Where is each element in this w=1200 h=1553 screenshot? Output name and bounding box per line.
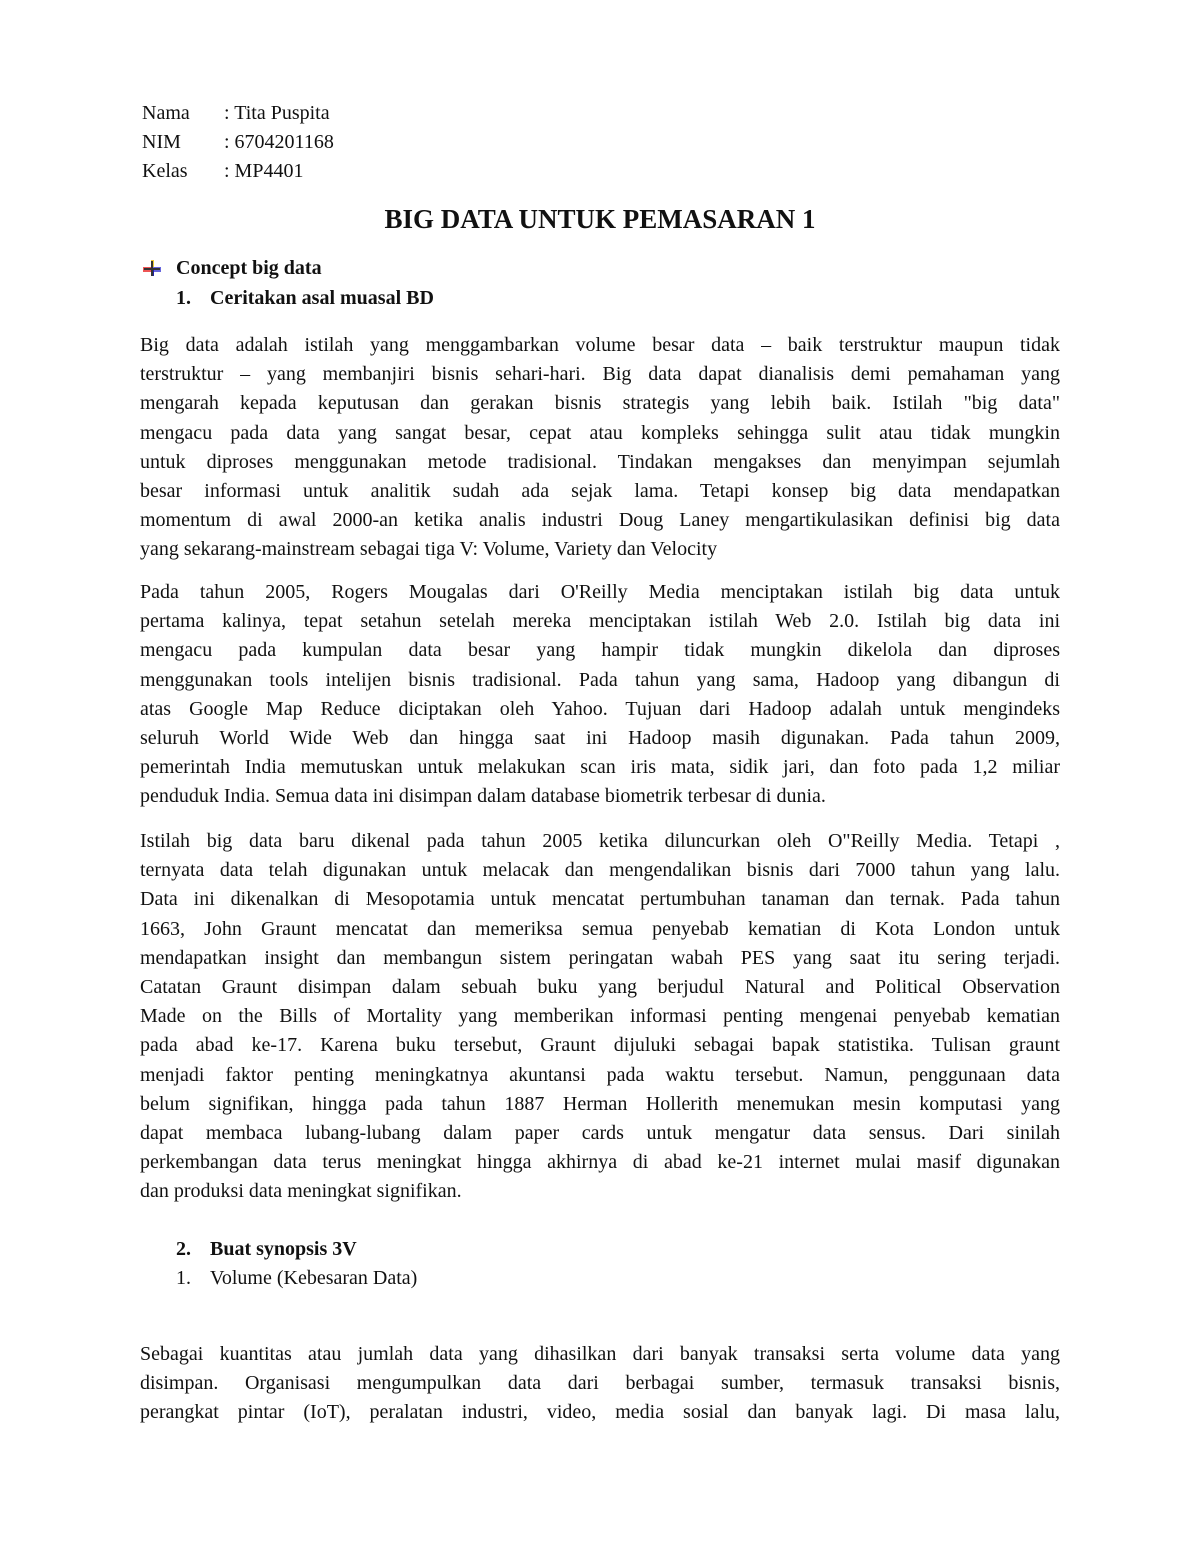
text-line-content: yang sekarang-mainstream sebagai tiga V: Volume, Variety dan Velocity: [140, 538, 718, 561]
paragraph-3: [140, 827, 1060, 1206]
text-line: [140, 827, 1060, 856]
text-line: [140, 578, 1060, 607]
text-line-content: untuk diproses menggunakan metode tradisional. Tindakan mengakses dan menyimpan sejumlah: [140, 450, 1060, 473]
text-line: [140, 973, 1060, 1002]
text-line: [140, 477, 1060, 506]
header-key: NIM: [142, 131, 181, 153]
text-line-content: mengacu pada data yang sangat besar, cepat atau kompleks sehingga sulit atau tidak mungkin: [140, 421, 1060, 444]
text-line-content: pemerintah India memutuskan untuk melakukan scan iris mata, sidik jari, dan foto pada 1,2 miliar: [140, 756, 1060, 779]
text-line: [140, 915, 1060, 944]
text-line-content: Pada tahun 2005, Rogers Mougalas dari O'Reilly Media menciptakan istilah big data untuk: [140, 581, 1060, 603]
text-line: [140, 419, 1060, 448]
text-line-content: perangkat pintar (IoT), peralatan industri, video, media sosial dan banyak lagi. Di masa lalu,: [140, 1401, 1060, 1424]
text-line-content: belum signifikan, hingga pada tahun 1887 Herman Hollerith menemukan mesin komputasi yang: [140, 1092, 1060, 1115]
text-line: [140, 724, 1060, 753]
question-number: 2.: [176, 1238, 191, 1260]
text-line: [140, 535, 1060, 564]
text-line: [140, 695, 1060, 724]
text-line: [140, 1090, 1060, 1119]
text-line: [140, 1119, 1060, 1148]
text-line: [140, 1340, 1060, 1369]
text-line: [140, 448, 1060, 477]
text-line-content: 1663, John Graunt mencatat dan memeriksa semua penyebab kematian di Kota London untuk: [140, 917, 1060, 940]
question-2-heading: [176, 1238, 357, 1261]
text-line-content: menjadi faktor penting meningkatnya akuntansi pada waktu tersebut. Namun, penggunaan data: [140, 1063, 1060, 1086]
text-line-content: besar informasi untuk analitik sudah ada sejak lama. Tetapi konsep big data mendapatkan: [140, 479, 1060, 502]
text-line: [140, 389, 1060, 418]
header-value: : MP4401: [224, 160, 304, 182]
text-line-content: terstruktur – yang membanjiri bisnis sehari-hari. Big data dapat dianalisis demi pemahaman yang: [140, 363, 1060, 386]
text-line: [140, 856, 1060, 885]
document-title: BIG DATA UNTUK PEMASARAN 1: [384, 204, 816, 234]
question-1-heading: [176, 287, 434, 310]
text-line-content: dapat membaca lubang-lubang dalam paper cards untuk mengatur data sensus. Dari sinilah: [140, 1121, 1060, 1144]
text-line: [140, 944, 1060, 973]
section-heading: [142, 257, 322, 280]
text-line: [140, 1002, 1060, 1031]
paragraph-4: [140, 1340, 1060, 1428]
text-line-content: penduduk India. Semua data ini disimpan dalam database biometrik terbesar di dunia.: [140, 785, 826, 808]
paragraph-2: [140, 578, 1060, 812]
text-line-content: Big data adalah istilah yang menggambarkan volume besar data – baik terstruktur maupun tidak: [140, 334, 1060, 356]
text-line: [140, 1177, 1060, 1206]
text-line: [140, 331, 1060, 360]
text-line: [140, 885, 1060, 914]
text-line-content: mengarah kepada keputusan dan gerakan bisnis strategis yang lebih baik. Istilah "big data": [140, 392, 1060, 415]
header-key: Nama: [142, 102, 190, 124]
text-line-content: momentum di awal 2000-an ketika analis industri Doug Laney mengartikulasikan definisi big data: [140, 509, 1060, 532]
text-line-content: Made on the Bills of Mortality yang memberikan informasi penting mengenai penyebab kematian: [140, 1005, 1060, 1028]
text-line: [140, 753, 1060, 782]
header-value: : 6704201168: [224, 131, 334, 153]
text-line-content: mengacu pada kumpulan data besar yang hampir tidak mungkin dikelola dan diproses: [140, 639, 1060, 662]
text-line: [140, 1061, 1060, 1090]
text-line: [140, 607, 1060, 636]
question-label: Ceritakan asal muasal BD: [210, 287, 434, 309]
text-line-content: ternyata data telah digunakan untuk melacak dan mengendalikan bisnis dari 7000 tahun yang lalu.: [140, 859, 1060, 882]
subheading-volume: [176, 1267, 417, 1290]
text-line-content: disimpan. Organisasi mengumpulkan data dari berbagai sumber, termasuk transaksi bisnis,: [140, 1372, 1060, 1395]
text-line-content: mendapatkan insight dan membangun sistem peringatan wabah PES yang saat itu sering terjadi.: [140, 946, 1060, 969]
subheading-label: Volume (Kebesaran Data): [210, 1267, 418, 1289]
paragraph-1: [140, 331, 1060, 565]
header-value: : Tita Puspita: [224, 102, 330, 124]
text-line: [140, 636, 1060, 665]
text-line-content: Istilah big data baru dikenal pada tahun 2005 ketika diluncurkan oleh O"Reilly Media. Tetapi ,: [140, 830, 1060, 852]
text-line: [140, 1398, 1060, 1427]
text-line-content: Data ini dikenalkan di Mesopotamia untuk mencatat pertumbuhan tanaman dan ternak. Pada tahun: [140, 888, 1060, 911]
text-line: [140, 1148, 1060, 1177]
question-number: 1.: [176, 287, 191, 309]
header-name-row: [142, 99, 330, 128]
text-line: [140, 506, 1060, 535]
text-line: [140, 1369, 1060, 1398]
question-label: Buat synopsis 3V: [210, 1238, 357, 1260]
text-line-content: Catatan Graunt disimpan dalam sebuah buku yang berjudul Natural and Political Observation: [140, 975, 1060, 998]
section-heading-label: Concept big data: [176, 257, 322, 279]
text-line-content: menggunakan tools intelijen bisnis tradisional. Pada tahun yang sama, Hadoop yang dibangun di: [140, 668, 1060, 691]
subheading-number: 1.: [176, 1267, 191, 1289]
text-line-content: perkembangan data terus meningkat hingga akhirnya di abad ke-21 internet mulai masif digunakan: [140, 1151, 1060, 1174]
text-line-content: pada abad ke-17. Karena buku tersebut, Graunt dijuluki sebagai bapak statistika. Tulisan graunt: [140, 1034, 1060, 1057]
header-key: Kelas: [142, 160, 188, 182]
text-line-content: dan produksi data meningkat signifikan.: [140, 1180, 462, 1203]
four-color-cross-bullet-icon: [142, 257, 162, 277]
text-line-content: pertama kalinya, tepat setahun setelah mereka menciptakan istilah Web 2.0. Istilah big data ini: [140, 610, 1060, 633]
text-line-content: seluruh World Wide Web dan hingga saat ini Hadoop masih digunakan. Pada tahun 2009,: [140, 726, 1060, 749]
text-line-content: atas Google Map Reduce diciptakan oleh Yahoo. Tujuan dari Hadoop adalah untuk mengindeks: [140, 697, 1060, 720]
text-line: [140, 360, 1060, 389]
text-line-content: Sebagai kuantitas atau jumlah data yang dihasilkan dari banyak transaksi serta volume data yang: [140, 1343, 1060, 1365]
header-class-row: [142, 157, 303, 186]
text-line: [140, 782, 1060, 811]
header-nim-row: [142, 128, 334, 157]
text-line: [140, 666, 1060, 695]
text-line: [140, 1031, 1060, 1060]
